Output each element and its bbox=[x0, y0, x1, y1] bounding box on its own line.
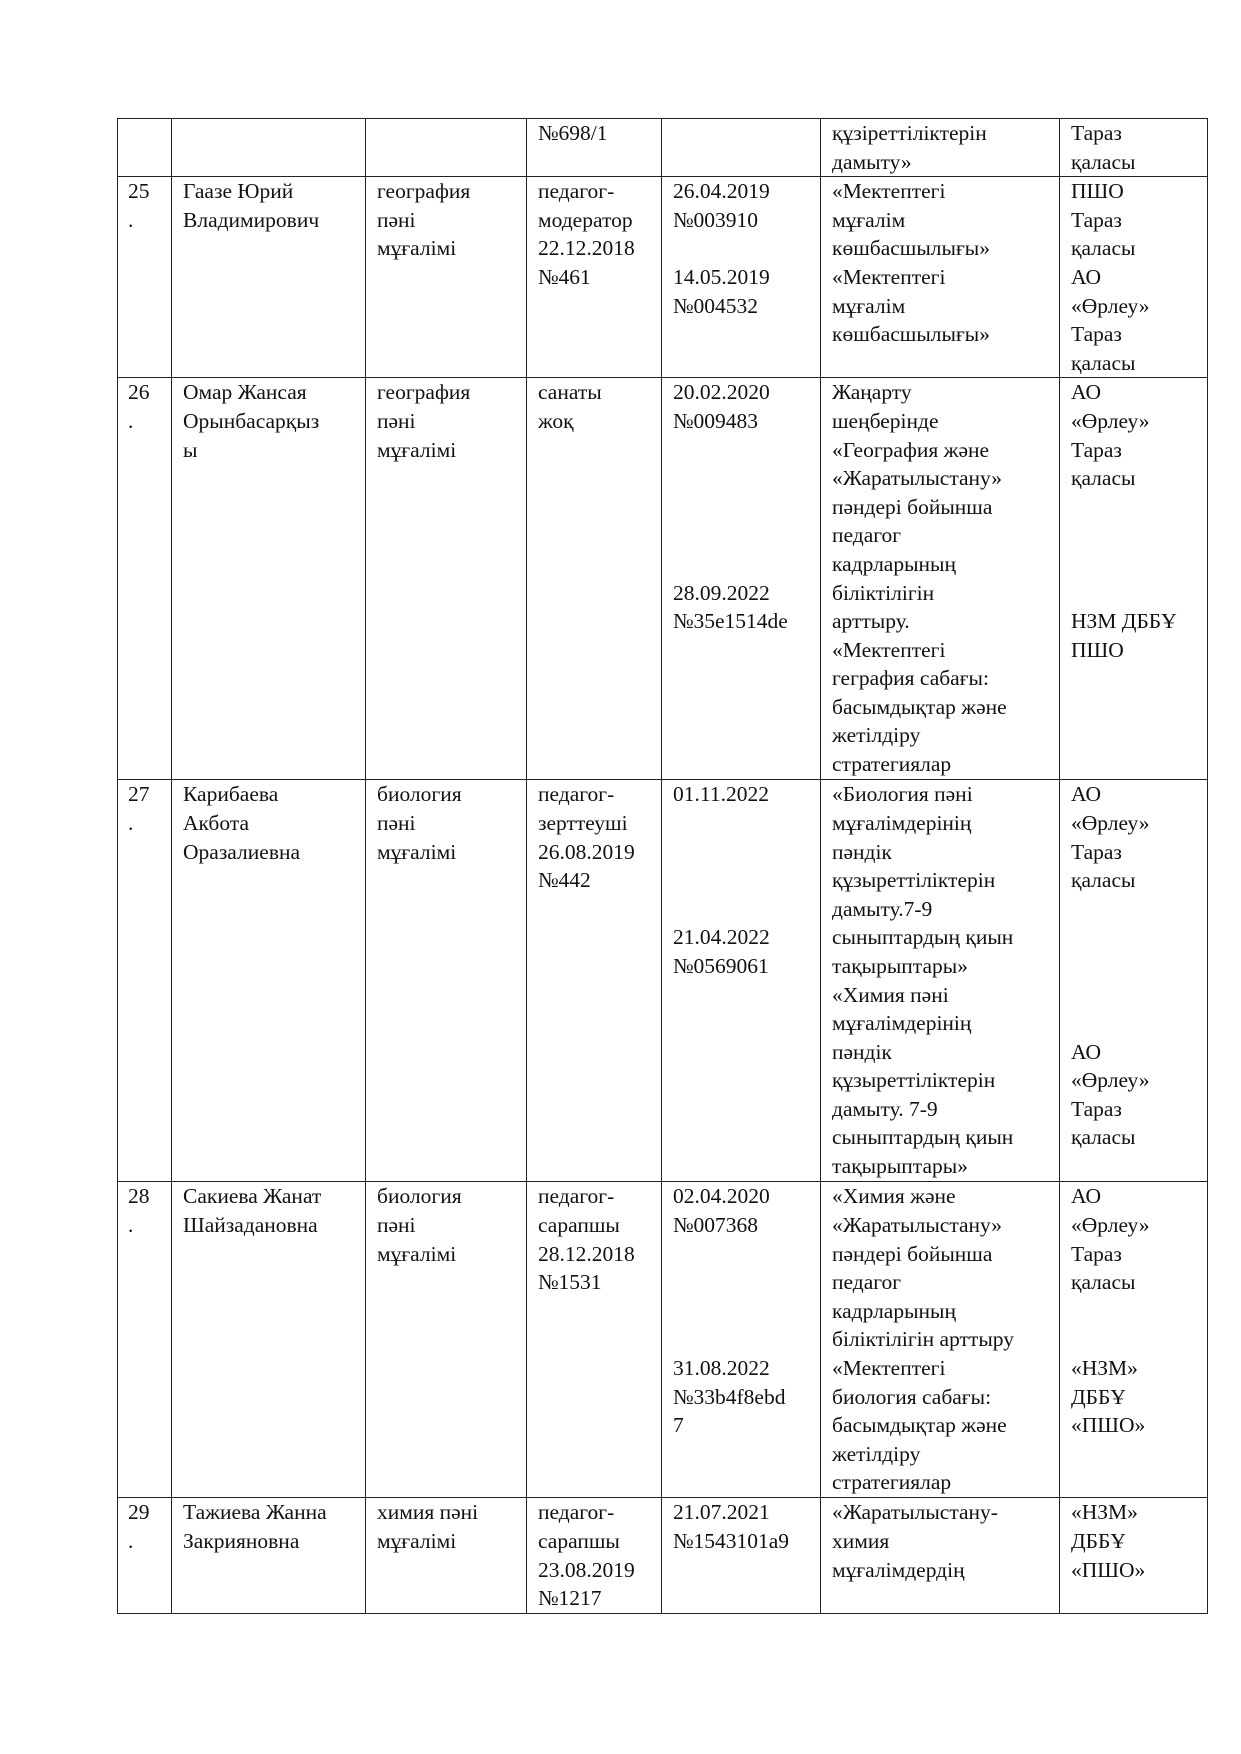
row-number: 28 . bbox=[118, 1182, 172, 1498]
table-row bbox=[118, 119, 1208, 177]
teacher-name: Карибаева Акбота Оразалиевна bbox=[172, 780, 366, 1182]
course-title: «Биология пәні мұғалімдерінің пәндік құзыреттіліктерін дамыту.7-9 сыныптардың қиын тақырыптары» «Химия пәні мұғалімдерінің пәндік құзыреттіліктерін дамыту. 7-9 сыныптардың қиын тақырыптары» bbox=[821, 780, 1060, 1182]
row-number: 26 . bbox=[118, 378, 172, 780]
table-row bbox=[118, 378, 1208, 780]
certificate: 01.11.2022 21.04.2022 №0569061 bbox=[662, 780, 821, 1182]
organization: АО «Өрлеу» Тараз қаласы АО «Өрлеу» Тараз қаласы bbox=[1060, 780, 1208, 1182]
table-row bbox=[118, 1498, 1208, 1613]
certificate: 21.07.2021 №1543101a9 bbox=[662, 1498, 821, 1613]
certificate: 20.02.2020 №009483 28.09.2022 №35e1514de bbox=[662, 378, 821, 780]
category: педагог- сарапшы 23.08.2019 №1217 bbox=[527, 1498, 662, 1613]
row-number: 29 . bbox=[118, 1498, 172, 1613]
subject: география пәні мұғалімі bbox=[366, 378, 527, 780]
subject: биология пәні мұғалімі bbox=[366, 780, 527, 1182]
certificate: 26.04.2019 №003910 14.05.2019 №004532 bbox=[662, 177, 821, 378]
category: педагог- зерттеуші 26.08.2019 №442 bbox=[527, 780, 662, 1182]
table-row bbox=[118, 780, 1208, 1182]
subject: география пәні мұғалімі bbox=[366, 177, 527, 378]
category: санаты жоқ bbox=[527, 378, 662, 780]
category: педагог- модератор 22.12.2018 №461 bbox=[527, 177, 662, 378]
teacher-name: Сакиева Жанат Шайзадановна bbox=[172, 1182, 366, 1498]
certificate: 02.04.2020 №007368 31.08.2022 №33b4f8ebd 7 bbox=[662, 1182, 821, 1498]
subject: биология пәні мұғалімі bbox=[366, 1182, 527, 1498]
organization: «НЗМ» ДББҰ «ПШО» bbox=[1060, 1498, 1208, 1613]
course-title: құзіреттіліктерін дамыту» bbox=[821, 119, 1060, 177]
teachers-table bbox=[117, 118, 1208, 1614]
teacher-name: Омар Жансая Орынбасарқыз ы bbox=[172, 378, 366, 780]
category: педагог- сарапшы 28.12.2018 №1531 bbox=[527, 1182, 662, 1498]
teacher-name bbox=[172, 119, 366, 177]
table-row bbox=[118, 1182, 1208, 1498]
organization: Тараз қаласы bbox=[1060, 119, 1208, 177]
subject: химия пәні мұғалімі bbox=[366, 1498, 527, 1613]
course-title: «Мектептегі мұғалім көшбасшылығы» «Мектептегі мұғалім көшбасшылығы» bbox=[821, 177, 1060, 378]
row-number: 25 . bbox=[118, 177, 172, 378]
organization: АО «Өрлеу» Тараз қаласы «НЗМ» ДББҰ «ПШО» bbox=[1060, 1182, 1208, 1498]
category: №698/1 bbox=[527, 119, 662, 177]
table-row bbox=[118, 177, 1208, 378]
subject bbox=[366, 119, 527, 177]
teacher-name: Тажиева Жанна Закрияновна bbox=[172, 1498, 366, 1613]
certificate bbox=[662, 119, 821, 177]
row-number bbox=[118, 119, 172, 177]
row-number: 27 . bbox=[118, 780, 172, 1182]
teacher-name: Гаазе Юрий Владимирович bbox=[172, 177, 366, 378]
course-title: «Жаратылыстану- химия мұғалімдердің bbox=[821, 1498, 1060, 1613]
course-title: «Химия және «Жаратылыстану» пәндері бойынша педагог кадрларының біліктілігін арттыру «Мектептегі биология сабағы: басымдықтар және жетілдіру стратегиялар bbox=[821, 1182, 1060, 1498]
course-title: Жаңарту шеңберінде «География және «Жаратылыстану» пәндері бойынша педагог кадрларының біліктілігін арттыру. «Мектептегі геграфия сабағы: басымдықтар және жетілдіру стратегиялар bbox=[821, 378, 1060, 780]
organization: ПШО Тараз қаласы АО «Өрлеу» Тараз қаласы bbox=[1060, 177, 1208, 378]
organization: АО «Өрлеу» Тараз қаласы НЗМ ДББҰ ПШО bbox=[1060, 378, 1208, 780]
